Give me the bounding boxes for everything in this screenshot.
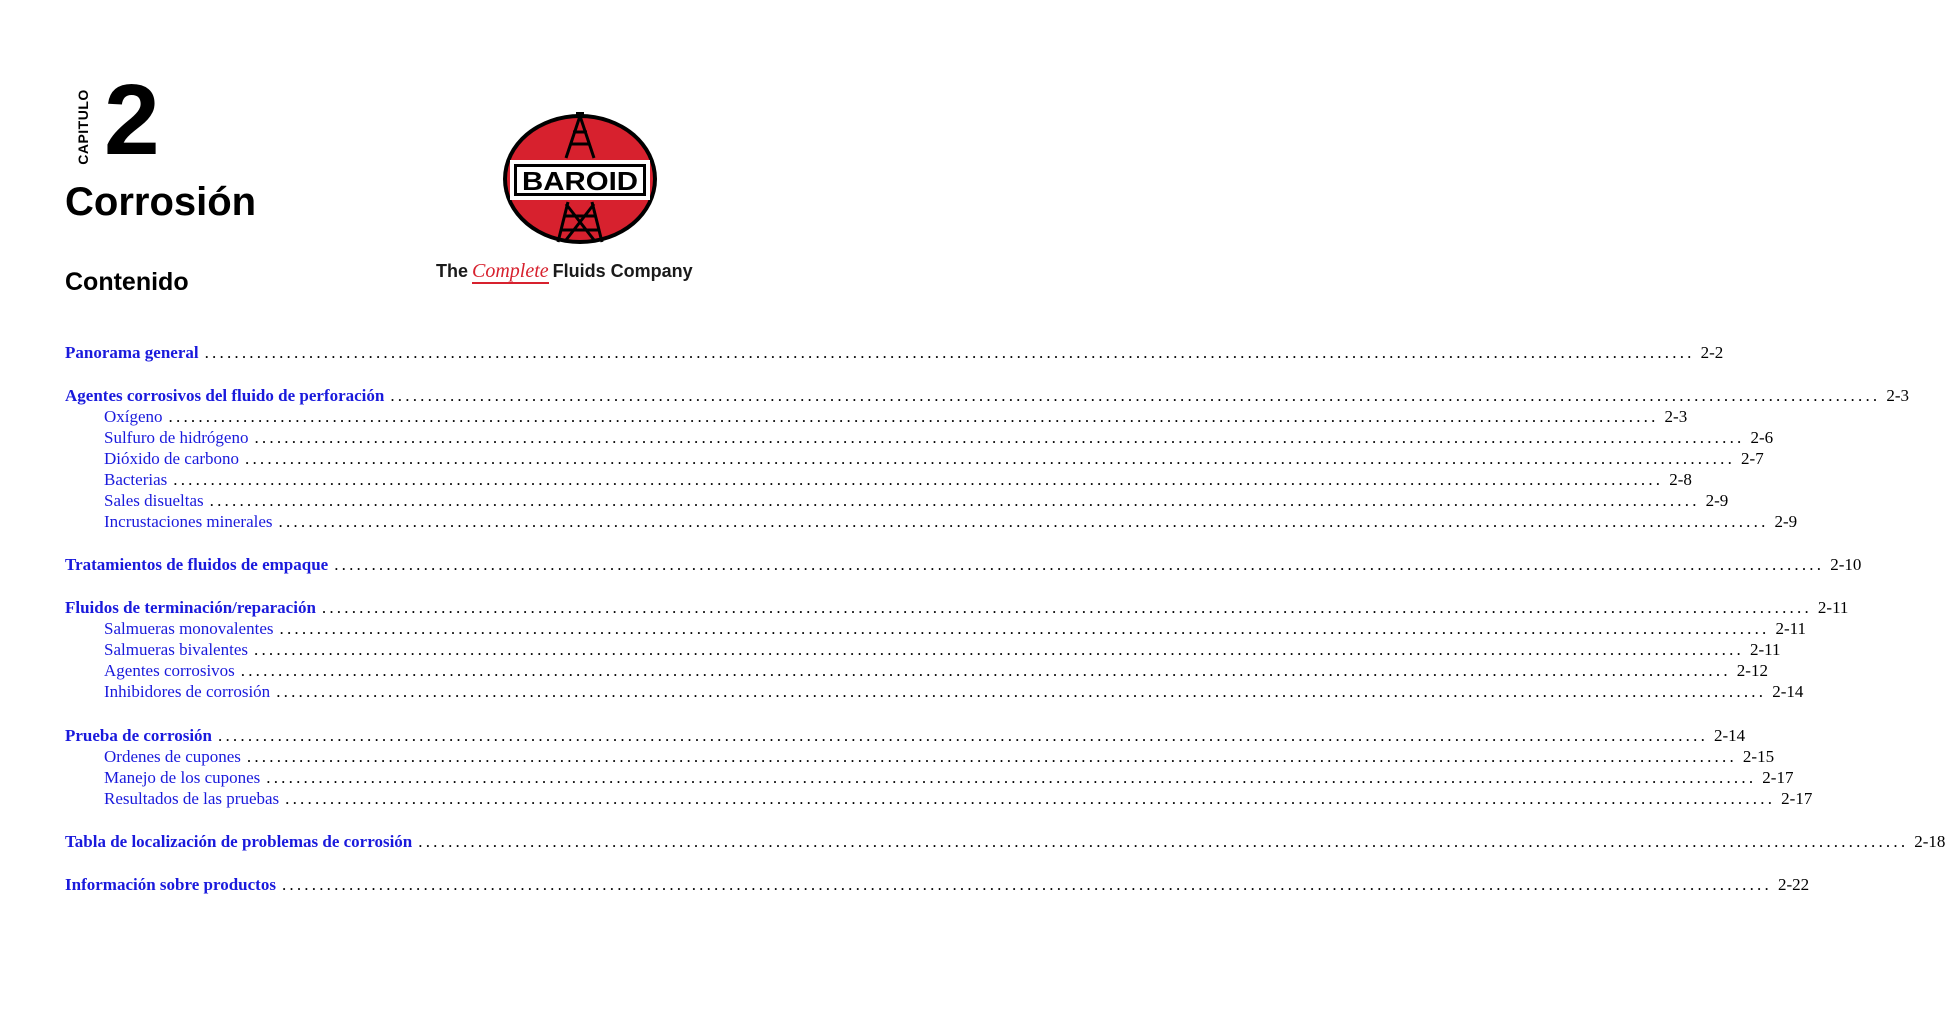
toc-page-number: 2-6 <box>1750 428 1774 447</box>
toc-dot-leader: ........................................................................................................................................................................................................ <box>334 555 1825 574</box>
toc-page-number: 2-14 <box>1714 726 1746 745</box>
toc-dot-leader: ........................................................................................................................................................................................................ <box>245 449 1736 468</box>
tagline-prefix: The <box>436 261 469 281</box>
toc-entry-link[interactable]: Bacterias <box>104 470 168 489</box>
toc-entry-link[interactable]: Tratamientos de fluidos de empaque <box>65 555 329 574</box>
toc-entry-link[interactable]: Ordenes de cupones <box>104 747 241 766</box>
contents-heading: Contenido <box>65 268 189 296</box>
chapter-label-text: CAPITULO <box>75 89 91 165</box>
toc-entry[interactable] <box>65 767 1794 789</box>
toc-page-number: 2-15 <box>1742 747 1775 766</box>
logo-brand-text: BAROID <box>522 166 638 196</box>
toc-dot-leader: ........................................................................................................................................................................................................ <box>390 386 1881 405</box>
tagline-suffix: Fluids Company <box>552 261 693 281</box>
toc-page-number: 2-18 <box>1914 832 1945 851</box>
toc-entry-link[interactable]: Sales disueltas <box>104 491 204 510</box>
baroid-logo <box>500 112 660 246</box>
toc-page-number: 2-17 <box>1762 768 1794 787</box>
toc-entry-link[interactable]: Agentes corrosivos <box>104 661 235 680</box>
toc-entry-link[interactable]: Salmueras monovalentes <box>104 619 274 638</box>
tagline-script: Complete <box>472 260 549 282</box>
toc-entry[interactable] <box>65 660 1768 682</box>
toc-page-number: 2-7 <box>1741 449 1764 468</box>
toc-dot-leader: ........................................................................................................................................................................................................ <box>209 491 1700 510</box>
toc-dot-leader: ........................................................................................................................................................................................................ <box>281 875 1772 894</box>
toc-page-number: 2-22 <box>1777 875 1810 894</box>
toc-entry-link[interactable]: Fluidos de terminación/reparación <box>65 598 316 617</box>
toc-entry-link[interactable]: Resultados de las pruebas <box>104 789 280 808</box>
toc-entry-link[interactable]: Agentes corrosivos del fluido de perforación <box>65 386 385 405</box>
chapter-title: Corrosión <box>65 180 257 224</box>
toc-entry-link[interactable]: Manejo de los cupones <box>104 768 261 787</box>
toc-entry-link[interactable]: Prueba de corrosión <box>65 726 213 745</box>
chapter-label <box>68 86 98 168</box>
toc-page-number: 2-8 <box>1669 470 1692 489</box>
toc-entry-link[interactable]: Salmueras bivalentes <box>104 640 248 659</box>
toc-entry-link[interactable]: Inhibidores de corrosión <box>104 682 271 701</box>
toc-entry[interactable] <box>65 725 1746 747</box>
toc-dot-leader: ........................................................................................................................................................................................................ <box>418 832 1909 851</box>
toc-page-number: 2-2 <box>1700 343 1724 362</box>
toc-entry[interactable] <box>65 874 1810 896</box>
toc-page-number: 2-14 <box>1772 682 1804 701</box>
toc-page-number: 2-11 <box>1817 598 1849 617</box>
toc-page-number: 2-9 <box>1705 491 1729 510</box>
toc-entry-link[interactable]: Dióxido de carbono <box>104 449 240 468</box>
toc-page-number: 2-9 <box>1774 512 1798 531</box>
toc-dot-leader: ........................................................................................................................................................................................................ <box>173 470 1664 489</box>
toc-entry[interactable] <box>65 681 1804 703</box>
toc-dot-leader: ........................................................................................................................................................................................................ <box>254 640 1744 659</box>
toc-dot-leader: ........................................................................................................................................................................................................ <box>218 726 1709 745</box>
toc-dot-leader: ........................................................................................................................................................................................................ <box>278 512 1769 531</box>
toc-entry-link[interactable]: Panorama general <box>65 343 199 362</box>
toc-entry[interactable] <box>65 597 1849 619</box>
toc-dot-leader: ........................................................................................................................................................................................................ <box>321 598 1812 617</box>
toc-entry[interactable] <box>65 406 1688 428</box>
toc-entry[interactable] <box>65 788 1813 810</box>
tagline <box>436 256 746 286</box>
toc-dot-leader: ........................................................................................................................................................................................................ <box>254 428 1745 447</box>
toc-dot-leader: ........................................................................................................................................................................................................ <box>204 343 1695 362</box>
toc-dot-leader: ........................................................................................................................................................................................................ <box>246 747 1737 766</box>
toc-entry[interactable] <box>65 554 1862 576</box>
toc-entry-link[interactable]: Tabla de localización de problemas de corrosión <box>65 832 413 851</box>
toc-entry[interactable] <box>65 385 1910 407</box>
toc-page-number: 2-11 <box>1750 640 1781 659</box>
toc-page-number: 2-10 <box>1830 555 1862 574</box>
toc-entry[interactable] <box>65 490 1729 512</box>
baroid-logo-icon <box>500 112 660 246</box>
toc-entry[interactable] <box>65 427 1774 449</box>
toc-page-number: 2-3 <box>1664 407 1688 426</box>
toc-entry-link[interactable]: Incrustaciones minerales <box>104 512 273 531</box>
toc-entry[interactable] <box>65 342 1724 364</box>
chapter-number: 2 <box>104 64 160 176</box>
toc-entry[interactable] <box>65 639 1781 661</box>
toc-page-number: 2-12 <box>1736 661 1768 680</box>
toc-page-number: 2-11 <box>1775 619 1807 638</box>
toc-dot-leader: ........................................................................................................................................................................................................ <box>279 619 1770 638</box>
toc-dot-leader: ........................................................................................................................................................................................................ <box>266 768 1757 787</box>
toc-dot-leader: ........................................................................................................................................................................................................ <box>285 789 1776 808</box>
toc-dot-leader: ........................................................................................................................................................................................................ <box>240 661 1731 680</box>
toc-entry-link[interactable]: Sulfuro de hidrógeno <box>104 428 249 447</box>
toc-entry[interactable] <box>65 448 1764 470</box>
toc-entry-link[interactable]: Oxígeno <box>104 407 163 426</box>
toc-entry[interactable] <box>65 831 1945 853</box>
toc-entry[interactable] <box>65 746 1775 768</box>
toc-dot-leader: ........................................................................................................................................................................................................ <box>276 682 1767 701</box>
toc-entry[interactable] <box>65 511 1798 533</box>
toc-entry-link[interactable]: Información sobre productos <box>65 875 276 894</box>
toc-entry[interactable] <box>65 469 1692 491</box>
toc-dot-leader: ........................................................................................................................................................................................................ <box>168 407 1659 426</box>
toc-page-number: 2-3 <box>1886 386 1910 405</box>
toc-entry[interactable] <box>65 618 1807 640</box>
toc-page-number: 2-17 <box>1781 789 1813 808</box>
